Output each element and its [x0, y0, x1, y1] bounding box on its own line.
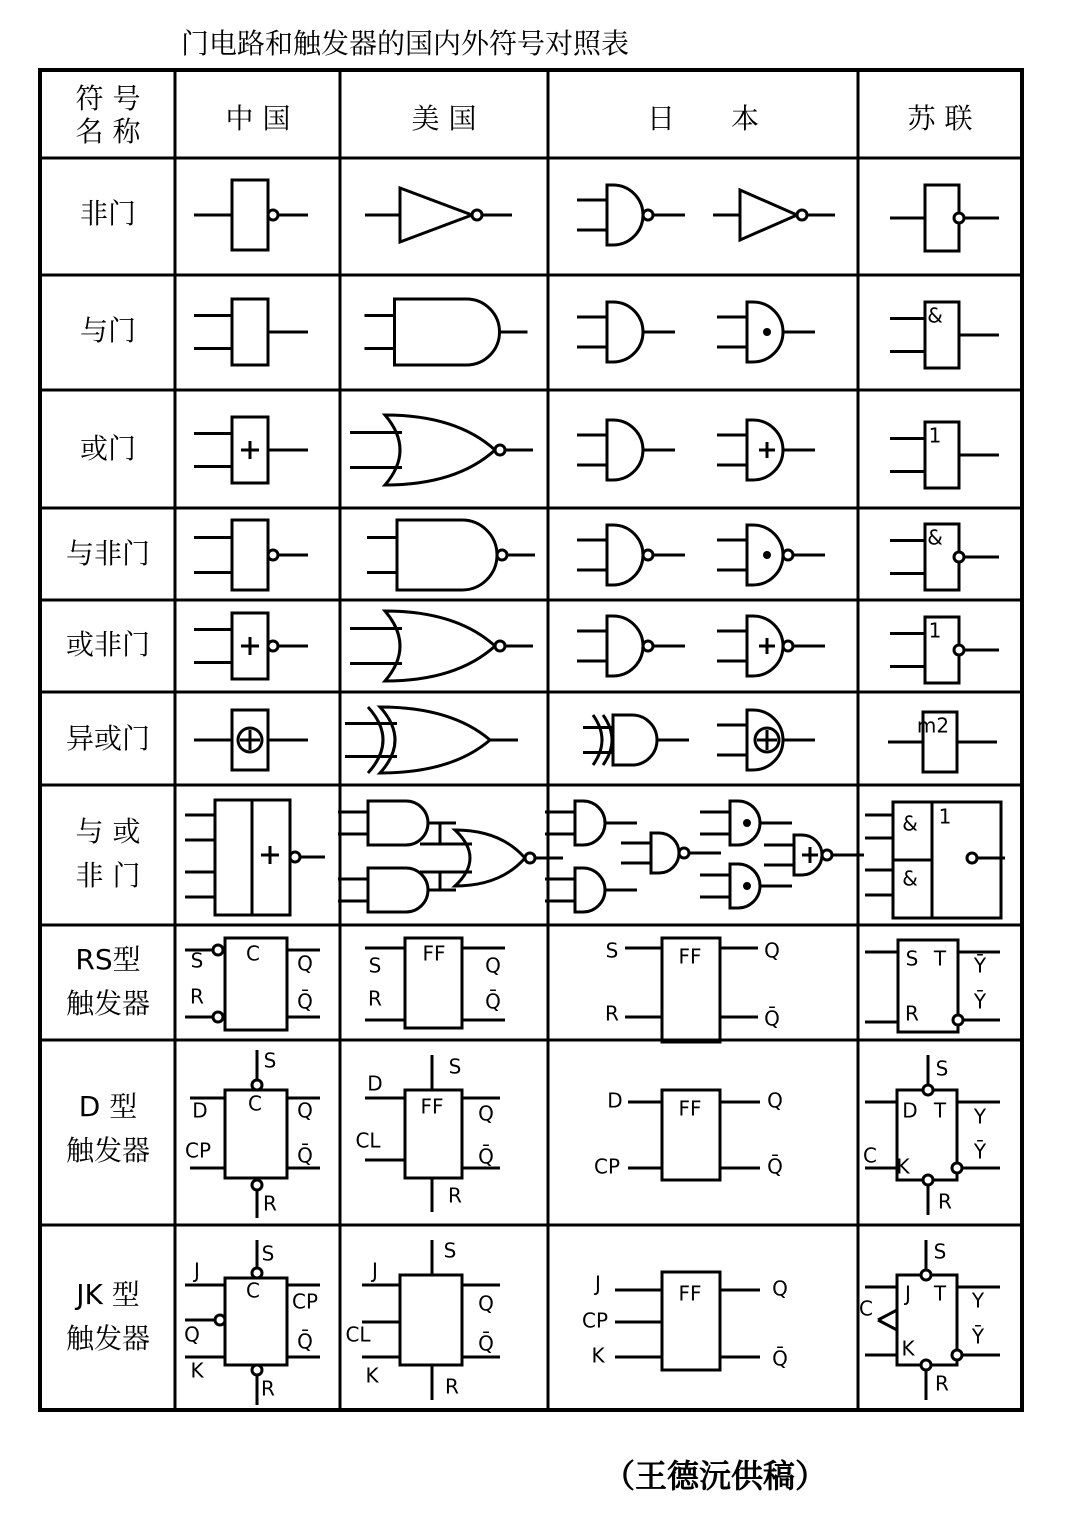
- japan-gate-body: [607, 185, 643, 245]
- flip-flop-pin-label: C: [859, 1296, 873, 1321]
- inversion-bubble: [954, 645, 964, 655]
- row-name: RS型: [75, 943, 141, 976]
- flip-flop-pin-label: CL: [355, 1128, 381, 1153]
- inversion-bubble: [472, 210, 482, 220]
- row-name: 异或门: [65, 722, 151, 755]
- flip-flop-pin-label: Q̄: [297, 1329, 313, 1354]
- header-ussr: 苏 联: [907, 102, 973, 135]
- flip-flop-pin-label: Ȳ: [973, 1139, 987, 1164]
- inversion-bubble: [822, 850, 832, 860]
- inversion-bubble: [954, 213, 964, 223]
- flip-flop-pin-label: FF: [678, 1281, 702, 1306]
- dot-mark: [763, 551, 771, 559]
- flip-flop-pin-label: S: [605, 938, 619, 963]
- flip-flop-pin-label: R: [448, 1183, 462, 1208]
- flip-flop-pin-label: C: [246, 941, 260, 966]
- flip-flop-pin-label: J: [194, 1258, 200, 1283]
- flip-flop-pin-label: D: [367, 1071, 383, 1096]
- usa-and-body: [397, 520, 497, 590]
- inversion-bubble: [495, 445, 505, 455]
- inversion-bubble: [525, 853, 535, 863]
- flip-flop-pin-label: J: [595, 1271, 601, 1296]
- flip-flop-pin-label: C: [248, 1091, 262, 1116]
- inversion-bubble: [643, 641, 653, 651]
- flip-flop-pin-label: Q̄: [485, 989, 501, 1014]
- flip-flop-pin-label: Q: [772, 1276, 788, 1301]
- flip-flop-pin-label: Ȳ: [973, 953, 987, 978]
- japan-gate-body: [607, 525, 643, 585]
- flip-flop-pin-label: CP: [593, 1154, 621, 1179]
- row-name: 与非门: [65, 537, 151, 570]
- header-japan: 日 本: [646, 102, 760, 135]
- flip-flop-pin-label: R: [190, 984, 204, 1009]
- flip-flop-pin-label: Q̄: [478, 1331, 494, 1356]
- usa-or-body: [455, 830, 525, 886]
- flip-flop-pin-label: CP: [184, 1138, 212, 1163]
- flip-flop-pin-label: S: [263, 1048, 277, 1073]
- inversion-bubble: [643, 550, 653, 560]
- china-gate-box: [232, 180, 268, 250]
- flip-flop-pin-label: Q̄: [297, 989, 313, 1014]
- usa-not-triangle: [400, 188, 472, 242]
- ussr-and-label: &: [902, 866, 918, 891]
- row-name: 非 门: [75, 859, 141, 892]
- inversion-bubble: [252, 1180, 262, 1190]
- inversion-bubble: [797, 210, 807, 220]
- flip-flop-pin-label: T: [933, 1098, 947, 1123]
- flip-flop-pin-label: S: [933, 1239, 947, 1264]
- inversion-bubble: [952, 1163, 962, 1173]
- inversion-bubble: [252, 1268, 262, 1278]
- flip-flop-pin-label: J: [372, 1258, 378, 1283]
- flip-flop-pin-label: S: [935, 1056, 949, 1081]
- row-name: D 型: [78, 1090, 138, 1123]
- flip-flop-pin-label: R: [368, 986, 382, 1011]
- flip-flop-pin-label: K: [365, 1363, 379, 1388]
- flip-flop-pin-label: Ȳ: [973, 989, 987, 1014]
- usa-and-body: [368, 801, 428, 845]
- usa-and-body: [395, 299, 500, 365]
- flip-flop-pin-label: D: [192, 1098, 208, 1123]
- inversion-bubble: [252, 1080, 262, 1090]
- flip-flop-pin-label: Q: [297, 1098, 313, 1123]
- xor-extra-curve: [368, 707, 383, 773]
- inversion-bubble: [213, 1012, 223, 1022]
- ussr-function-label: &: [927, 525, 943, 550]
- flip-flop-pin-label: CP: [291, 1289, 319, 1314]
- flip-flop-pin-label: S: [448, 1054, 462, 1079]
- flip-flop-pin-label: K: [901, 1336, 915, 1361]
- row-name: 触发器: [65, 1322, 151, 1355]
- xor-extra-curve: [593, 715, 602, 765]
- inversion-bubble: [783, 550, 793, 560]
- japan-gate-body: [607, 420, 643, 480]
- flip-flop-pin-label: Q̄: [478, 1144, 494, 1169]
- row-name: 或门: [79, 432, 137, 465]
- flip-flop-pin-label: R: [263, 1191, 277, 1216]
- japan-gate-body: [575, 868, 605, 912]
- flip-flop-pin-label: Q: [767, 1088, 783, 1113]
- header-symbol: 符 号: [75, 82, 141, 115]
- inversion-bubble: [268, 550, 278, 560]
- flip-flop-pin-label: C: [863, 1143, 877, 1168]
- flip-flop-pin-label: C: [246, 1278, 260, 1303]
- inversion-bubble: [252, 1365, 262, 1375]
- flip-flop-pin-label: Q: [184, 1322, 200, 1347]
- china-gate-box: [232, 299, 268, 365]
- row-name: JK 型: [76, 1278, 140, 1311]
- flip-flop-pin-label: Q: [764, 938, 780, 963]
- dot-mark: [743, 819, 751, 827]
- japan-gate-body: [607, 616, 643, 676]
- japan-gate-body: [575, 801, 605, 845]
- flip-flop-pin-label: Q̄: [767, 1154, 783, 1179]
- dot-mark: [763, 328, 771, 336]
- flip-flop-pin-label: K: [190, 1358, 204, 1383]
- flip-flop-pin-label: FF: [420, 1094, 444, 1119]
- flip-flop-pin-label: Q̄: [772, 1346, 788, 1371]
- ussr-function-label: 1: [928, 423, 942, 448]
- ussr-function-label: 1: [928, 618, 942, 643]
- flip-flop-pin-label: Q: [485, 953, 501, 978]
- table-border: [40, 70, 1022, 1410]
- header-name: 名 称: [75, 115, 141, 148]
- inversion-bubble: [495, 641, 505, 651]
- usa-or-body: [385, 611, 495, 681]
- inversion-bubble: [643, 210, 653, 220]
- ussr-function-label: &: [927, 303, 943, 328]
- flip-flop-pin-label: FF: [678, 1096, 702, 1121]
- flip-flop-pin-label: R: [905, 1001, 919, 1026]
- inversion-bubble: [923, 1085, 933, 1095]
- dot-mark: [743, 882, 751, 890]
- xor-extra-curve: [603, 715, 612, 765]
- page-title: 门电路和触发器的国内外符号对照表: [180, 27, 630, 60]
- inversion-bubble: [215, 1315, 225, 1325]
- flip-flop-pin-label: T: [933, 946, 947, 971]
- header-china: 中 国: [225, 102, 291, 135]
- japan-gate-body: [651, 833, 679, 873]
- wire: [878, 1310, 897, 1320]
- inversion-bubble: [213, 945, 223, 955]
- row-name: 或非门: [65, 628, 151, 661]
- flip-flop-pin-label: D: [607, 1088, 623, 1113]
- flip-flop-pin-label: D: [902, 1098, 918, 1123]
- inversion-bubble: [953, 1015, 963, 1025]
- japan-gate-body: [607, 302, 643, 362]
- flip-flop-pin-label: R: [935, 1371, 949, 1396]
- flip-flop-pin-label: Q: [478, 1291, 494, 1316]
- flip-flop-pin-label: K: [896, 1154, 910, 1179]
- flip-flop-pin-label: R: [445, 1374, 459, 1399]
- flip-flop-pin-label: Q̄: [764, 1006, 780, 1031]
- inversion-bubble: [679, 848, 689, 858]
- flip-flop-pin-label: K: [591, 1343, 605, 1368]
- flip-flop-pin-label: R: [261, 1376, 275, 1401]
- flip-flop-pin-label: S: [443, 1238, 457, 1263]
- usa-or-body: [380, 707, 490, 773]
- inversion-bubble: [268, 210, 278, 220]
- usa-or-body: [385, 415, 495, 485]
- header-usa: 美 国: [411, 102, 477, 135]
- flip-flop-pin-label: Q: [478, 1101, 494, 1126]
- usa-and-body: [368, 868, 428, 912]
- inversion-bubble: [268, 641, 278, 651]
- row-name: 与门: [79, 314, 137, 347]
- flip-flop-pin-label: R: [938, 1189, 952, 1214]
- wire: [878, 1320, 897, 1330]
- flip-flop-box: [400, 1275, 462, 1365]
- inversion-bubble: [921, 1360, 931, 1370]
- author-credit: （王德沅供稿）: [602, 1457, 828, 1495]
- inversion-bubble: [921, 1270, 931, 1280]
- flip-flop-pin-label: FF: [678, 944, 702, 969]
- inversion-bubble: [783, 641, 793, 651]
- japan-not-triangle: [740, 190, 797, 240]
- row-name: 触发器: [65, 987, 151, 1020]
- row-name: 触发器: [65, 1134, 151, 1167]
- inversion-bubble: [954, 552, 964, 562]
- flip-flop-pin-label: CL: [345, 1322, 371, 1347]
- flip-flop-pin-label: T: [933, 1281, 947, 1306]
- china-gate-box: [232, 520, 268, 590]
- flip-flop-pin-label: S: [261, 1241, 275, 1266]
- inversion-bubble: [497, 550, 507, 560]
- flip-flop-pin-label: Q̄: [297, 1143, 313, 1168]
- flip-flop-pin-label: Y: [971, 1288, 985, 1313]
- flip-flop-pin-label: FF: [422, 941, 446, 966]
- flip-flop-pin-label: S: [368, 953, 382, 978]
- row-name: 非门: [79, 197, 137, 230]
- inversion-bubble: [923, 1175, 933, 1185]
- flip-flop-pin-label: S: [905, 946, 919, 971]
- ussr-and-label: &: [902, 811, 918, 836]
- flip-flop-pin-label: CP: [581, 1308, 609, 1333]
- inversion-bubble: [952, 1350, 962, 1360]
- row-name: 与 或: [75, 815, 141, 848]
- flip-flop-pin-label: R: [605, 1001, 619, 1026]
- inversion-bubble: [290, 852, 300, 862]
- flip-flop-pin-label: S: [190, 948, 204, 973]
- japan-gate-body: [613, 715, 657, 765]
- flip-flop-pin-label: J: [905, 1281, 911, 1306]
- flip-flop-pin-label: Ȳ: [971, 1324, 985, 1349]
- ussr-or-label: 1: [938, 804, 952, 829]
- ussr-function-label: m2: [916, 713, 950, 738]
- flip-flop-pin-label: Y: [973, 1104, 987, 1129]
- flip-flop-pin-label: Q: [297, 951, 313, 976]
- inversion-bubble: [967, 853, 977, 863]
